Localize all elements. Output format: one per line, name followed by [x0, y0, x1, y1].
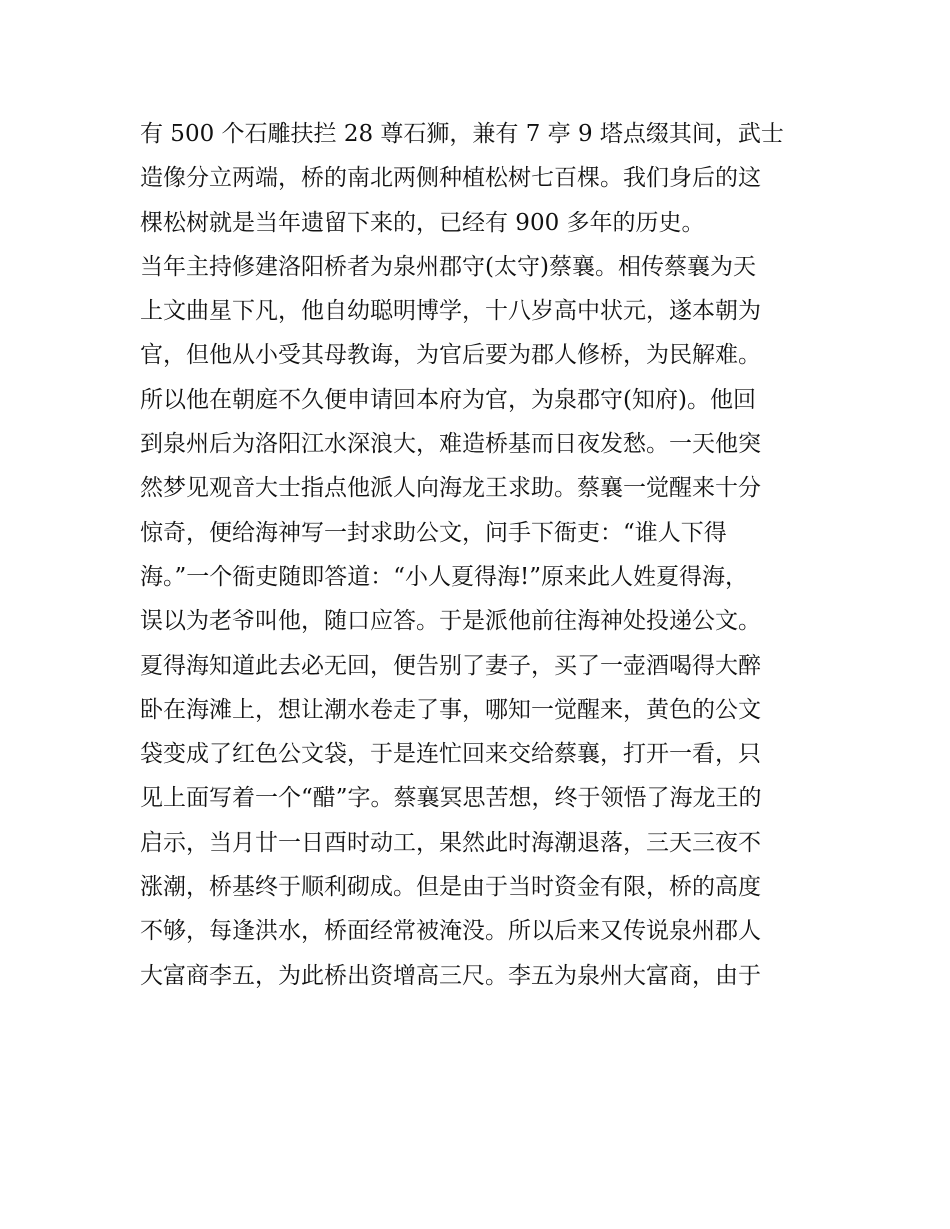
- text-line: 涨潮，桥基终于顺利砌成。但是由于当时资金有限，桥的高度: [140, 874, 761, 901]
- text-line: 有 500 个石雕扶拦 28 尊石狮，兼有 7 亭 9 塔点缀其间，武士: [140, 121, 784, 147]
- text-line: 启示，当月廿一日酉时动工，果然此时海潮退落，三天三夜不: [140, 829, 761, 856]
- text-line: 卧在海滩上，想让潮水卷走了事，哪知一觉醒来，黄色的公文: [140, 696, 761, 723]
- text-line: 见上面写着一个“醋”字。蔡襄冥思苦想，终于领悟了海龙王的: [140, 785, 762, 812]
- text-line: 到泉州后为洛阳江水深浪大，难造桥基而日夜发愁。一天他突: [140, 431, 761, 458]
- text-line: 袋变成了红色公文袋，于是连忙回来交给蔡襄，打开一看，只: [140, 741, 761, 768]
- text-line: 然梦见观音大士指点他派人向海龙王求助。蔡襄一觉醒来十分: [140, 475, 761, 502]
- text-line: 不够，每逢洪水，桥面经常被淹没。所以后来又传说泉州郡人: [140, 918, 761, 945]
- text-line: 夏得海知道此去必无回，便告别了妻子，买了一壶酒喝得大醉: [140, 652, 761, 679]
- text-line: 惊奇，便给海神写一封求助公文，问手下衙吏：“谁人下得: [140, 519, 727, 546]
- text-line: 上文曲星下凡，他自幼聪明博学，十八岁高中状元，遂本朝为: [140, 298, 761, 325]
- body-text: [140, 112, 830, 998]
- text-line: 大富商李五，为此桥出资增高三尺。李五为泉州大富商，由于: [140, 962, 761, 989]
- text-line: 棵松树就是当年遗留下来的，已经有 900 多年的历史。: [140, 209, 705, 236]
- text-line: 官，但他从小受其母教诲，为官后要为郡人修桥，为民解难。: [140, 342, 761, 369]
- text-line: 所以他在朝庭不久便申请回本府为官，为泉郡守(知府)。他回: [140, 386, 756, 413]
- text-line: 造像分立两端，桥的南北两侧种植松树七百棵。我们身后的这: [140, 165, 761, 192]
- text-line: 当年主持修建洛阳桥者为泉州郡守(太守)蔡襄。相传蔡襄为天: [140, 253, 756, 280]
- text-line: 海。”一个衙吏随即答道：“小人夏得海!”原来此人姓夏得海，: [140, 563, 749, 590]
- text-line: 误以为老爷叫他，随口应答。于是派他前往海神处投递公文。: [140, 608, 761, 635]
